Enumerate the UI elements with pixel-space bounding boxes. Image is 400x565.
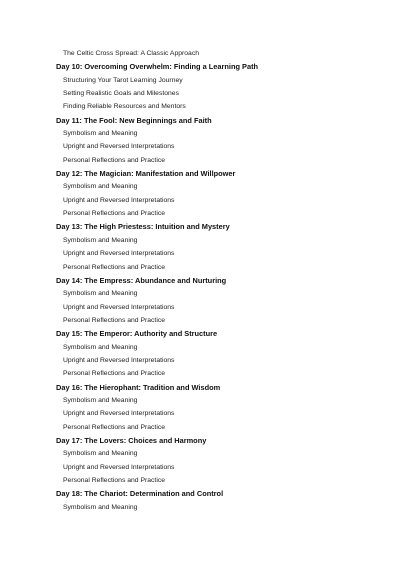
toc-day-heading[interactable]: Day 15: The Emperor: Authority and Structure: [56, 329, 218, 339]
table-of-contents: [0, 47, 400, 514]
toc-sub-entry[interactable]: Symbolism and Meaning: [63, 130, 138, 138]
toc-sub-entry[interactable]: Upright and Reversed Interpretations: [63, 143, 175, 151]
toc-sub-entry[interactable]: Upright and Reversed Interpretations: [63, 303, 175, 311]
toc-sub-entry[interactable]: Personal Reflections and Practice: [63, 210, 166, 218]
toc-sub-entry[interactable]: Symbolism and Meaning: [63, 396, 138, 404]
toc-sub-entry[interactable]: Upright and Reversed Interpretations: [63, 250, 175, 258]
toc-day-heading[interactable]: Day 17: The Lovers: Choices and Harmony: [56, 435, 207, 445]
toc-sub-entry[interactable]: Upright and Reversed Interpretations: [63, 196, 175, 204]
toc-day-heading[interactable]: Day 12: The Magician: Manifestation and Willpower: [56, 169, 236, 179]
toc-sub-entry[interactable]: Personal Reflections and Practice: [63, 263, 166, 271]
toc-sub-entry[interactable]: Upright and Reversed Interpretations: [63, 463, 175, 471]
toc-sub-entry[interactable]: Personal Reflections and Practice: [63, 370, 166, 378]
toc-sub-entry[interactable]: Upright and Reversed Interpretations: [63, 356, 175, 364]
toc-sub-entry[interactable]: Symbolism and Meaning: [63, 183, 138, 191]
toc-day-heading[interactable]: Day 18: The Chariot: Determination and Control: [56, 489, 224, 499]
toc-sub-entry[interactable]: Symbolism and Meaning: [63, 236, 138, 244]
toc-sub-entry[interactable]: Symbolism and Meaning: [63, 290, 138, 298]
toc-sub-entry[interactable]: Structuring Your Tarot Learning Journey: [63, 76, 183, 84]
toc-sub-entry[interactable]: Personal Reflections and Practice: [63, 477, 166, 484]
toc-sub-entry[interactable]: Finding Reliable Resources and Mentors: [63, 103, 186, 111]
toc-sub-entry[interactable]: Upright and Reversed Interpretations: [63, 410, 175, 418]
toc-sub-entry[interactable]: Setting Realistic Goals and Milestones: [63, 90, 179, 98]
toc-sub-entry[interactable]: Symbolism and Meaning: [63, 343, 138, 351]
toc-day-heading[interactable]: Day 16: The Hierophant: Tradition and Wisdom: [56, 382, 221, 392]
toc-day-heading[interactable]: Day 11: The Fool: New Beginnings and Faith: [56, 115, 212, 125]
toc-sub-entry[interactable]: Personal Reflections and Practice: [63, 316, 166, 324]
toc-sub-entry[interactable]: Personal Reflections and Practice: [63, 423, 166, 431]
toc-sub-entry[interactable]: Symbolism and Meaning: [63, 503, 138, 511]
toc-day-heading[interactable]: Day 14: The Empress: Abundance and Nurturing: [56, 275, 227, 285]
toc-day-heading[interactable]: Day 10: Overcoming Overwhelm: Finding a Learning Path: [56, 62, 259, 72]
toc-sub-entry[interactable]: Personal Reflections and Practice: [63, 156, 166, 164]
toc-sub-entry[interactable]: The Celtic Cross Spread: A Classic Approach: [63, 50, 200, 57]
toc-sub-entry[interactable]: Symbolism and Meaning: [63, 450, 138, 458]
toc-day-heading[interactable]: Day 13: The High Priestess: Intuition and Mystery: [56, 222, 230, 232]
